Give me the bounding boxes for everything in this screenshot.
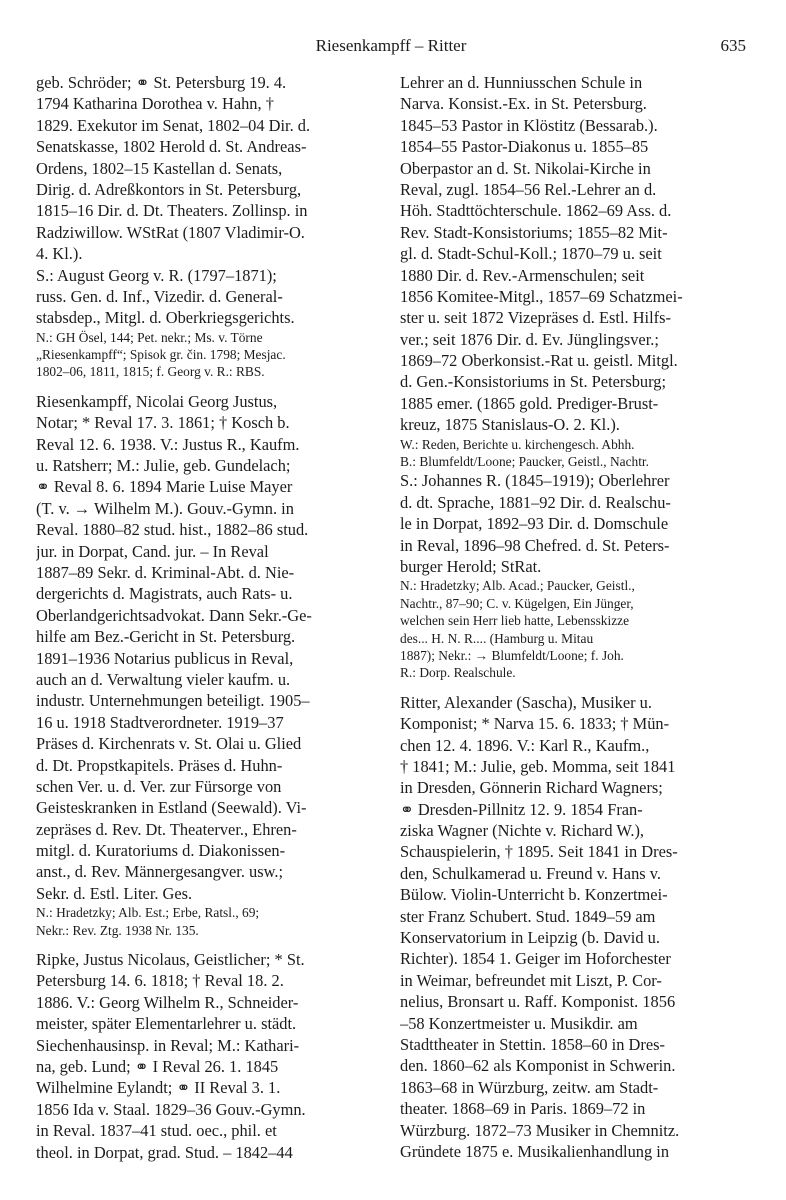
text-line: den. 1860–62 als Komponist in Schwerin. bbox=[400, 1056, 676, 1076]
source-note-line: 1802–06, 1811, 1815; f. Georg v. R.: RBS. bbox=[36, 364, 265, 380]
page-header bbox=[36, 36, 746, 58]
text-line: (T. v. → Wilhelm M.). Gouv.-Gymn. in bbox=[36, 498, 294, 518]
text-line: Radziwillow. WStRat (1807 Vladimir-O. bbox=[36, 222, 305, 242]
source-note-line: welchen sein Herr lieb hatte, Lebensskizze bbox=[400, 613, 630, 629]
text-line: russ. Gen. d. Inf., Vizedir. d. General- bbox=[36, 286, 283, 306]
text-line: S.: August Georg v. R. (1797–1871); bbox=[36, 265, 277, 285]
text-line: Konservatorium in Leipzig (b. David u. bbox=[400, 928, 660, 948]
right-column bbox=[400, 72, 745, 1162]
text-line: Schauspielerin, † 1895. Seit 1841 in Dres- bbox=[400, 842, 678, 862]
source-note-line: R.: Dorp. Realschule. bbox=[400, 665, 516, 681]
text-line: Sekr. d. Estl. Liter. Ges. bbox=[36, 883, 193, 903]
text-line: in Dresden, Gönnerin Richard Wagners; bbox=[400, 778, 663, 798]
text-line: 1886. V.: Georg Wilhelm R., Schneider- bbox=[36, 992, 299, 1012]
source-note-line: W.: Reden, Berichte u. kirchengesch. Abhh. bbox=[400, 436, 635, 452]
text-line: 4. Kl.). bbox=[36, 244, 83, 264]
text-line: meister, später Elementarlehrer u. städt. bbox=[36, 1014, 297, 1034]
text-line: Stadttheater in Stettin. 1858–60 in Dres- bbox=[400, 1034, 665, 1054]
text-line: u. Ratsherr; M.: Julie, geb. Gundelach; bbox=[36, 456, 291, 476]
text-line: Reval, zugl. 1854–56 Rel.-Lehrer an d. bbox=[400, 179, 657, 199]
source-note-line: N.: GH Ösel, 144; Pet. nekr.; Ms. v. Törne bbox=[36, 329, 263, 345]
text-line: Senatskasse, 1802 Herold d. St. Andreas- bbox=[36, 137, 307, 157]
text-line: ⚭ Dresden-Pillnitz 12. 9. 1854 Fran- bbox=[400, 799, 643, 819]
source-note-line: N.: Hradetzky; Alb. Est.; Erbe, Ratsl., 69; bbox=[36, 905, 260, 921]
text-line: Würzburg. 1872–73 Musiker in Chemnitz. bbox=[400, 1120, 680, 1140]
source-note-line: 1887); Nekr.: → Blumfeldt/Loone; f. Joh. bbox=[400, 647, 624, 663]
text-line: stabsdep., Mitgl. d. Oberkriegsgerichts. bbox=[36, 308, 295, 328]
text-line: mitgl. d. Kuratoriums d. Diakonissen- bbox=[36, 841, 286, 861]
text-line: Rev. Stadt-Konsistoriums; 1855–82 Mit- bbox=[400, 222, 668, 242]
text-line: ver.; seit 1876 Dir. d. Ev. Jünglingsver.; bbox=[400, 329, 659, 349]
text-line: theol. in Dorpat, grad. Stud. – 1842–44 bbox=[36, 1142, 293, 1162]
text-line: d. dt. Sprache, 1881–92 Dir. d. Realschu- bbox=[400, 492, 671, 512]
text-line: le in Dorpat, 1892–93 Dir. d. Domschule bbox=[400, 514, 669, 534]
text-line: Gründete 1875 e. Musikalienhandlung in bbox=[400, 1141, 670, 1161]
page-number: 635 bbox=[720, 36, 746, 55]
text-line: 1887–89 Sekr. d. Kriminal-Abt. d. Nie- bbox=[36, 562, 295, 582]
entry-separator bbox=[400, 682, 745, 692]
text-line: 1829. Exekutor im Senat, 1802–04 Dir. d. bbox=[36, 115, 311, 135]
text-line: 1885 emer. (1865 gold. Prediger-Brust- bbox=[400, 393, 659, 413]
left-column bbox=[36, 72, 381, 1163]
text-line: 1891–1936 Notarius publicus in Reval, bbox=[36, 648, 294, 668]
text-line: Oberlandgerichtsadvokat. Dann Sekr.-Ge- bbox=[36, 605, 312, 625]
text-line: Ripke, Justus Nicolaus, Geistlicher; * St. bbox=[36, 950, 305, 970]
text-line: kreuz, 1875 Stanislaus-O. 2. Kl.). bbox=[400, 415, 620, 435]
text-line: Notar; * Reval 17. 3. 1861; † Kosch b. bbox=[36, 413, 290, 433]
entry-separator bbox=[36, 381, 381, 391]
text-line: 1845–53 Pastor in Klöstitz (Bessarab.). bbox=[400, 115, 658, 135]
text-line: 1815–16 Dir. d. Dt. Theaters. Zollinsp. in bbox=[36, 201, 308, 221]
text-line: nelius, Bronsart u. Raff. Komponist. 1856 bbox=[400, 992, 676, 1012]
text-line: 1880 Dir. d. Rev.-Armenschulen; seit bbox=[400, 265, 645, 285]
text-line: d. Dt. Propstkapitels. Präses d. Huhn- bbox=[36, 755, 283, 775]
text-line: chen 12. 4. 1896. V.: Karl R., Kaufm., bbox=[400, 735, 650, 755]
text-line: Höh. Stadttöchterschule. 1862–69 Ass. d. bbox=[400, 201, 672, 221]
text-line: gl. d. Stadt-Schul-Koll.; 1870–79 u. seit bbox=[400, 244, 662, 264]
text-line: d. Gen.-Konsistoriums in St. Petersburg; bbox=[400, 372, 667, 392]
text-line: ster u. seit 1872 Vizepräses d. Estl. Hilfs- bbox=[400, 308, 671, 328]
text-line: Petersburg 14. 6. 1818; † Reval 18. 2. bbox=[36, 971, 284, 991]
text-line: ster Franz Schubert. Stud. 1849–59 am bbox=[400, 906, 656, 926]
running-title: Riesenkampff – Ritter bbox=[315, 36, 467, 55]
text-line: 1863–68 in Würzburg, zeitw. am Stadt- bbox=[400, 1077, 659, 1097]
text-line: 16 u. 1918 Stadtverordneter. 1919–37 bbox=[36, 712, 284, 732]
text-line: anst., d. Rev. Männergesangver. usw.; bbox=[36, 862, 284, 882]
text-line: Geisteskranken in Estland (Seewald). Vi- bbox=[36, 798, 307, 818]
text-line: Lehrer an d. Hunniusschen Schule in bbox=[400, 73, 643, 92]
text-line: ⚭ Reval 8. 6. 1894 Marie Luise Mayer bbox=[36, 477, 293, 497]
text-line: Siechenhausinsp. in Reval; M.: Kathari- bbox=[36, 1035, 300, 1055]
text-line: in Reval. 1837–41 stud. oec., phil. et bbox=[36, 1121, 277, 1141]
source-note-line: Nekr.: Rev. Ztg. 1938 Nr. 135. bbox=[36, 922, 199, 938]
text-line: in Weimar, befreundet mit Liszt, P. Cor- bbox=[400, 970, 662, 990]
text-line: Reval. 1880–82 stud. hist., 1882–86 stud. bbox=[36, 520, 309, 540]
text-line: Narva. Konsist.-Ex. in St. Petersburg. bbox=[400, 94, 647, 114]
text-line: Ritter, Alexander (Sascha), Musiker u. bbox=[400, 692, 652, 712]
text-line: Wilhelmine Eylandt; ⚭ II Reval 3. 1. bbox=[36, 1078, 281, 1098]
text-line: zepräses d. Rev. Dt. Theaterver., Ehren- bbox=[36, 819, 297, 839]
text-line: industr. Unternehmungen beteiligt. 1905– bbox=[36, 691, 310, 711]
text-line: 1856 Ida v. Staal. 1829–36 Gouv.-Gymn. bbox=[36, 1099, 306, 1119]
text-line: Präses d. Kirchenrats v. St. Olai u. Glied bbox=[36, 734, 302, 754]
text-line: Riesenkampff, Nicolai Georg Justus, bbox=[36, 391, 278, 411]
text-line: na, geb. Lund; ⚭ I Reval 26. 1. 1845 bbox=[36, 1056, 279, 1076]
text-line: Komponist; * Narva 15. 6. 1833; † Mün- bbox=[400, 714, 670, 734]
text-line: jur. in Dorpat, Cand. jur. – In Reval bbox=[36, 541, 269, 561]
text-line: 1856 Komitee-Mitgl., 1857–69 Schatzmei- bbox=[400, 286, 683, 306]
text-line: hilfe am Bez.-Gericht in St. Petersburg. bbox=[36, 627, 296, 647]
text-line: geb. Schröder; ⚭ St. Petersburg 19. 4. bbox=[36, 73, 287, 92]
text-line: burger Herold; StRat. bbox=[400, 556, 542, 576]
source-note-line: B.: Blumfeldt/Loone; Paucker, Geistl., Nachtr. bbox=[400, 454, 650, 470]
text-line: Oberpastor an d. St. Nikolai-Kirche in bbox=[400, 158, 651, 178]
text-line: Bülow. Violin-Unterricht b. Konzertmei- bbox=[400, 885, 668, 905]
text-line: schen Ver. u. d. Ver. zur Fürsorge von bbox=[36, 776, 282, 796]
text-line: theater. 1868–69 in Paris. 1869–72 in bbox=[400, 1099, 646, 1119]
source-note-line: „Riesenkampff“; Spisok gr. čin. 1798; Mesjac. bbox=[36, 347, 286, 363]
source-note-line: Nachtr., 87–90; C. v. Kügelgen, Ein Jünger, bbox=[400, 595, 634, 611]
text-line: dergerichts d. Magistrats, auch Rats- u. bbox=[36, 584, 293, 604]
text-line: –58 Konzertmeister u. Musikdir. am bbox=[400, 1013, 638, 1033]
text-line: S.: Johannes R. (1845–1919); Oberlehrer bbox=[400, 471, 670, 491]
entry-separator bbox=[36, 939, 381, 949]
source-note-line: des... H. N. R.... (Hamburg u. Mitau bbox=[400, 630, 594, 646]
text-line: in Reval, 1896–98 Chefred. d. St. Peters- bbox=[400, 535, 670, 555]
text-line: Reval 12. 6. 1938. V.: Justus R., Kaufm. bbox=[36, 434, 300, 454]
text-line: auch an d. Verwaltung vieler kaufm. u. bbox=[36, 669, 291, 689]
text-line: 1869–72 Oberkonsist.-Rat u. geistl. Mitgl. bbox=[400, 351, 678, 371]
text-line: 1854–55 Pastor-Diakonus u. 1855–85 bbox=[400, 137, 649, 157]
text-line: Richter). 1854 1. Geiger im Hoforchester bbox=[400, 949, 671, 969]
text-line: Ordens, 1802–15 Kastellan d. Senats, bbox=[36, 158, 283, 178]
text-line: ziska Wagner (Nichte v. Richard W.), bbox=[400, 821, 645, 841]
text-line: Dirig. d. Adreßkontors in St. Petersburg, bbox=[36, 179, 302, 199]
text-line: † 1841; M.: Julie, geb. Momma, seit 1841 bbox=[400, 756, 676, 776]
text-line: 1794 Katharina Dorothea v. Hahn, † bbox=[36, 94, 274, 114]
text-line: den, Schulkamerad u. Freund v. Hans v. bbox=[400, 863, 661, 883]
source-note-line: N.: Hradetzky; Alb. Acad.; Paucker, Geistl., bbox=[400, 578, 635, 594]
